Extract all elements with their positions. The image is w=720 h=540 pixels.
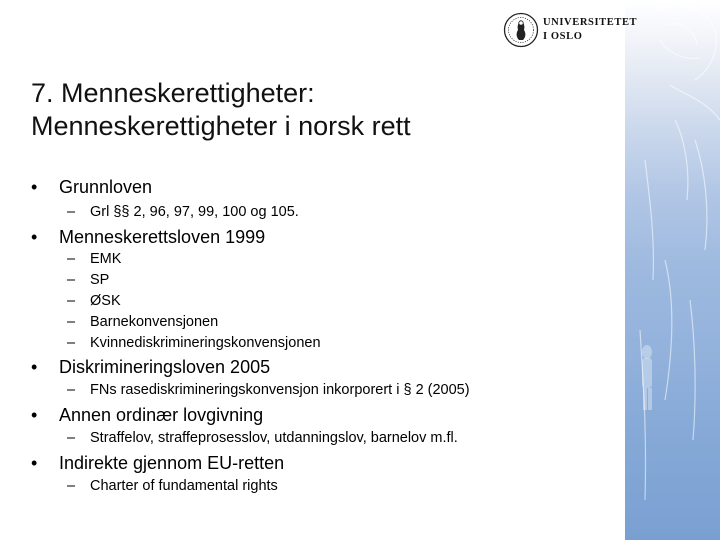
sub-bullet-dash: –	[67, 335, 76, 351]
sub-bullet-dash: –	[67, 293, 76, 309]
sub-list-item-text: Straffelov, straffeprosesslov, utdanningslov, barnelov m.fl.	[90, 430, 458, 446]
logo-university-name-line1: UNIVERSITETET	[543, 17, 638, 28]
list-item-text: Menneskerettsloven 1999	[59, 227, 266, 247]
sub-bullet-dash: –	[67, 314, 76, 330]
sub-list-item-text: EMK	[90, 251, 122, 267]
bullet-dot: •	[31, 177, 38, 197]
slide-title-line2: Menneskerettigheter i norsk rett	[31, 111, 411, 141]
sub-bullet-dash: –	[67, 478, 76, 494]
sub-bullet-dash: –	[67, 430, 76, 446]
bullet-dot: •	[31, 405, 38, 425]
sub-bullet-dash: –	[67, 204, 76, 220]
bullet-dot: •	[31, 453, 38, 473]
bullet-dot: •	[31, 227, 38, 247]
list-item-text: Annen ordinær lovgivning	[59, 405, 264, 425]
list-item-text: Diskrimineringsloven 2005	[59, 357, 271, 377]
slide-title	[31, 77, 591, 143]
sub-bullet-dash: –	[67, 272, 76, 288]
sub-list-item-text: Barnekonvensjonen	[90, 314, 219, 330]
statue-figure-image	[625, 0, 720, 540]
sub-list-item-text: Charter of fundamental rights	[90, 478, 278, 494]
sub-list-item-text: SP	[90, 272, 110, 288]
sub-list-item-text: FNs rasediskrimineringskonvensjon inkorporert i § 2 (2005)	[90, 382, 470, 398]
list-item-text: Indirekte gjennom EU-retten	[59, 453, 285, 473]
list-item-text: Grunnloven	[59, 177, 153, 197]
university-seal-icon	[503, 12, 539, 48]
decorative-side-band	[625, 0, 720, 540]
sub-list-item-text: Kvinnediskrimineringskonvensjonen	[90, 335, 321, 351]
university-logo	[503, 12, 638, 52]
sub-bullet-dash: –	[67, 251, 76, 267]
sub-list-item-text: Grl §§ 2, 96, 97, 99, 100 og 105.	[90, 204, 299, 220]
logo-university-name-line2: I OSLO	[543, 31, 583, 42]
slide-title-line1: 7. Menneskerettigheter:	[31, 78, 315, 108]
sub-bullet-dash: –	[67, 382, 76, 398]
bullet-dot: •	[31, 357, 38, 377]
sub-list-item-text: ØSK	[90, 293, 121, 309]
